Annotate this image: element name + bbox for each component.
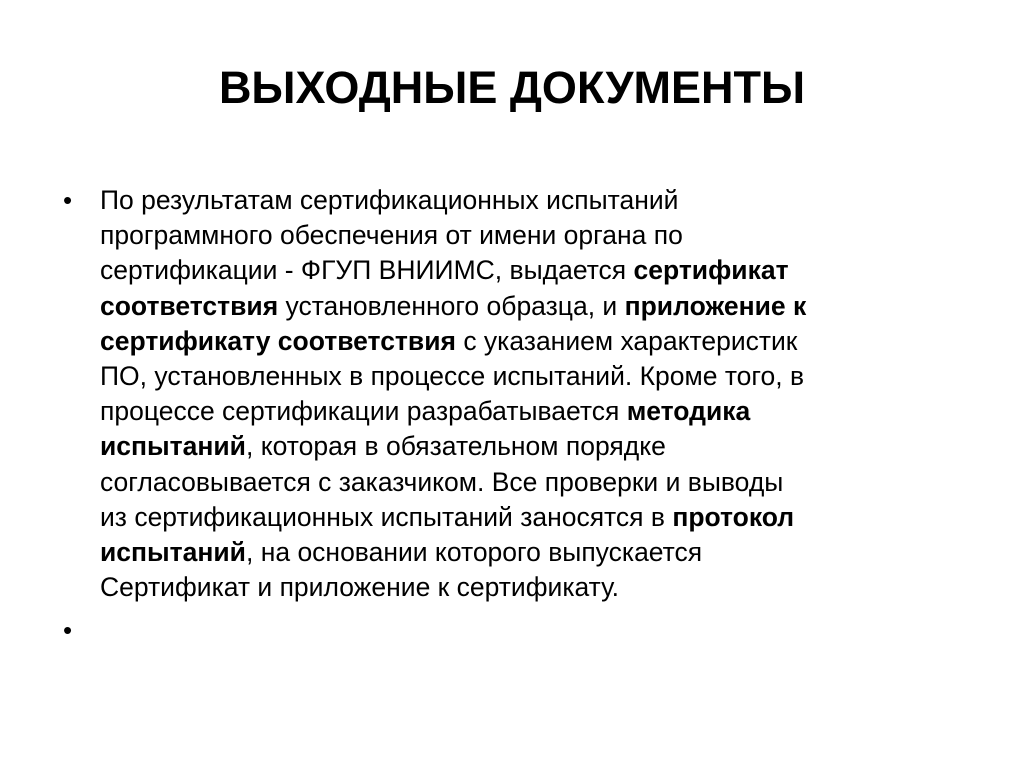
bullet-dot-icon: • [63, 185, 73, 215]
text-run: с указанием характеристик [455, 325, 798, 356]
text-run: программного обеспечения от имени органа по [100, 220, 683, 251]
paragraph-line [100, 359, 960, 394]
text-run: ПО, установленных в процессе испытаний. Кроме того, в [100, 361, 805, 392]
paragraph-line [100, 570, 960, 605]
text-run: Сертификат и приложение к сертификату. [100, 572, 620, 603]
bullet-dot-icon: • [63, 615, 73, 646]
paragraph-line [100, 324, 960, 359]
paragraph-line [100, 289, 960, 324]
text-run: согласовывается с заказчиком. Все проверки и выводы [100, 466, 784, 497]
bold-term: приложение к [624, 290, 807, 321]
bold-term: методика [626, 396, 751, 427]
bold-term: испытаний [100, 537, 246, 568]
paragraph-line [100, 465, 960, 500]
text-run: По результатам сертификационных испытаний [100, 185, 679, 215]
bold-term: протокол [672, 501, 795, 532]
bullet-list [60, 183, 960, 649]
text-run: , которая в обязательном порядке [245, 431, 666, 462]
bold-term: соответствия [100, 290, 279, 321]
paragraph-text [100, 183, 960, 605]
paragraph-line [100, 218, 960, 253]
bullet-item-empty [60, 613, 960, 648]
text-run: , на основании которого выпускается [245, 537, 703, 568]
paragraph-line [100, 394, 960, 429]
bold-term: сертификат [633, 255, 789, 286]
bold-term: сертификату соответствия [100, 325, 456, 356]
paragraph-line [100, 500, 960, 535]
bullet-item-paragraph [60, 183, 960, 605]
paragraph-line [100, 429, 960, 464]
text-run: сертификации - ФГУП ВНИИМС, выдается [100, 255, 634, 286]
paragraph-line [100, 183, 960, 218]
paragraph-line [100, 535, 960, 570]
slide-title: ВЫХОДНЫЕ ДОКУМЕНТЫ [218, 62, 806, 113]
bold-term: испытаний [100, 431, 246, 462]
text-run: установленного образца, и [278, 290, 625, 321]
paragraph-line [100, 253, 960, 288]
text-run: процессе сертификации разрабатывается [100, 396, 627, 427]
text-run: из сертификационных испытаний заносятся в [100, 501, 673, 532]
